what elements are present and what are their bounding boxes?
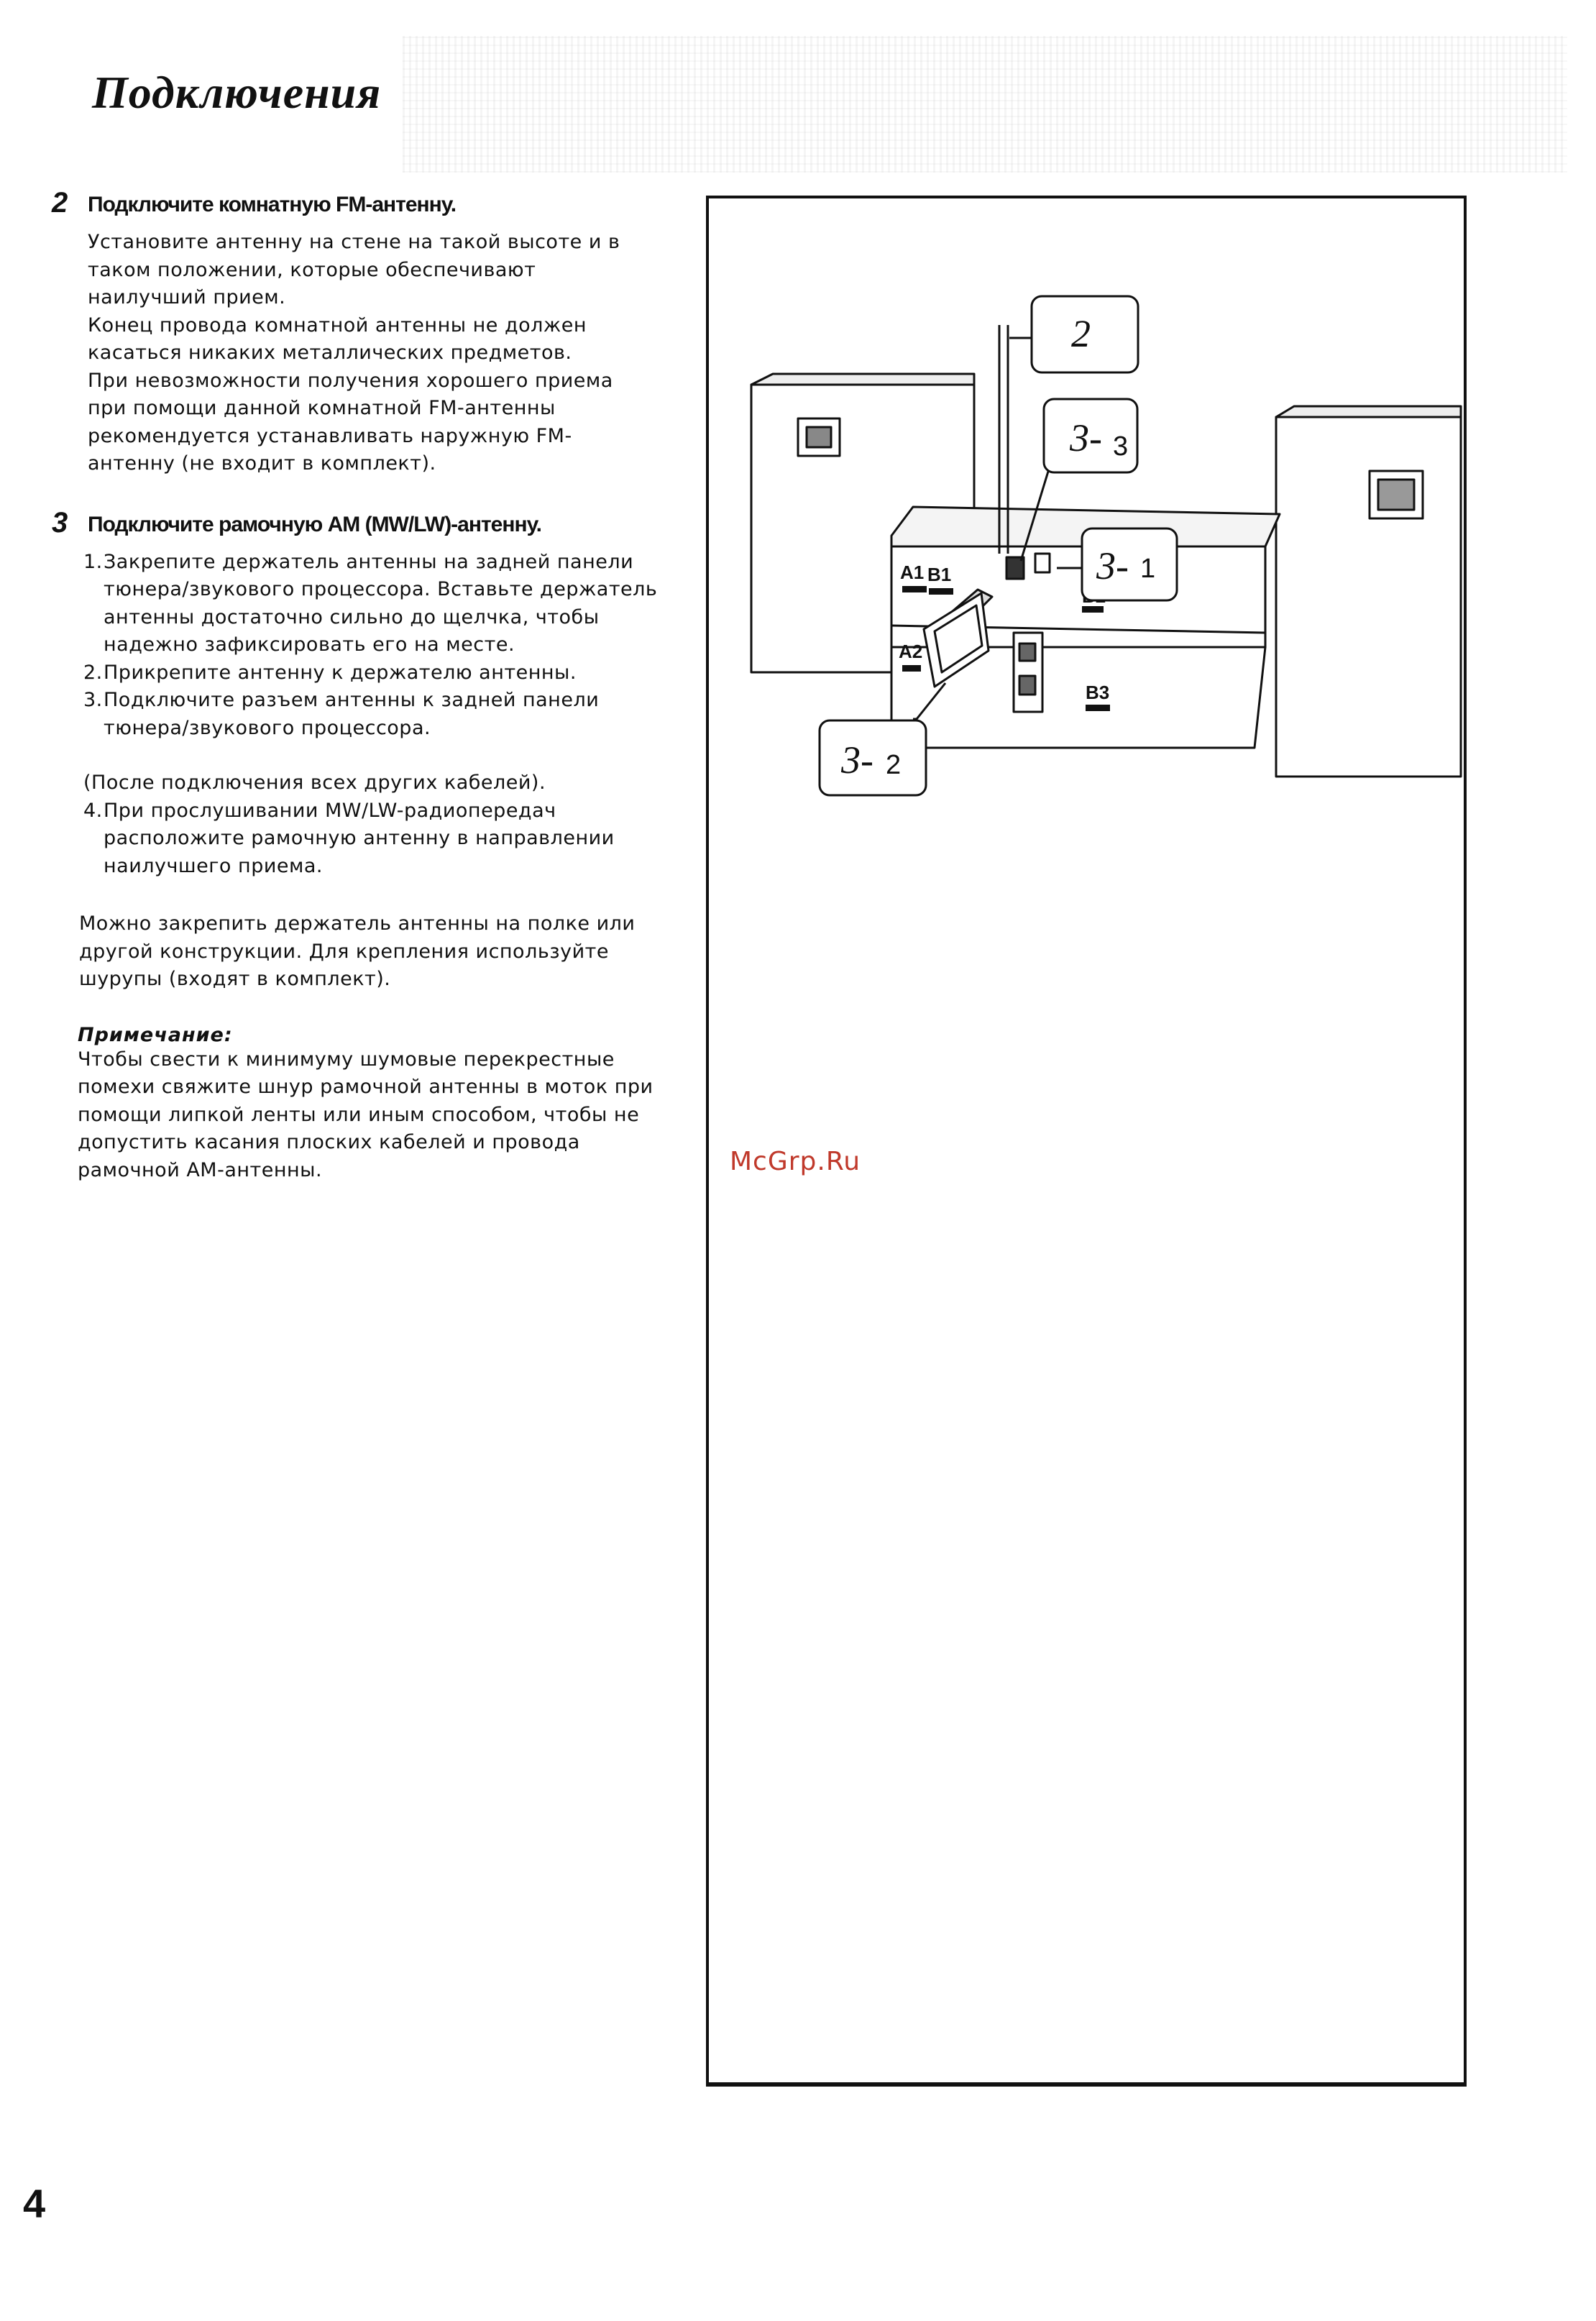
port-marker-a2 bbox=[902, 665, 921, 672]
step-3-title: Подключите рамочную AM (MW/LW)-антенну. bbox=[88, 512, 541, 536]
list-item-text: Закрепите держатель антенны на задней панели тюнера/звукового процессора. Вставьте держатель антенны достаточно сильно до щелчка, чтобы надежно зафиксировать его на месте. bbox=[104, 550, 658, 656]
list-item-text: Прикрепите антенну к держателю антенны. bbox=[104, 661, 577, 684]
list-item-text: Подключите разъем антенны к задней панели тюнера/звукового процессора. bbox=[104, 689, 600, 739]
list-item-text: При прослушивании MW/LW-радиопередач расположите рамочную антенну в направлении наилучшего приема. bbox=[104, 799, 615, 877]
step-2-line: при помощи данной комнатной FM-антенны bbox=[88, 397, 556, 419]
watermark: McGrp.Ru bbox=[730, 1147, 861, 1176]
port-label-a2: A2 bbox=[899, 641, 923, 662]
right-speaker-top bbox=[1276, 406, 1461, 417]
list-item-number: 2. bbox=[83, 661, 103, 684]
step-2-line: Установите антенну на стене на такой высоте и в bbox=[88, 231, 620, 253]
port-label-b3: B3 bbox=[1086, 682, 1110, 703]
port-marker-b2 bbox=[1082, 606, 1104, 613]
page-title: Подключения bbox=[92, 67, 382, 118]
step-2-line: касаться никаких металлических предметов. bbox=[88, 342, 572, 364]
lower-panel-socket-plate bbox=[1019, 676, 1035, 695]
port-label-a1: A1 bbox=[900, 562, 925, 583]
step-2-line: таком положении, которые обеспечивают bbox=[88, 258, 536, 281]
page-number: 4 bbox=[23, 2181, 46, 2226]
step-2-line: антенну (не входит в комплект). bbox=[88, 452, 436, 475]
callout-3-3-label: 3- bbox=[1070, 416, 1102, 459]
callout-3-2-label: 3- bbox=[841, 738, 873, 782]
list-item-number: 4. bbox=[83, 799, 103, 822]
step-2-line: рекомендуется устанавливать наружную FM- bbox=[88, 424, 572, 447]
list-item-number: 3. bbox=[83, 689, 103, 711]
note-heading: Примечание: bbox=[78, 1023, 233, 1046]
callout-2-label: 2 bbox=[1071, 312, 1091, 355]
port-marker-b3 bbox=[1086, 705, 1110, 711]
left-speaker-top bbox=[751, 374, 974, 385]
after-connection-note: (После подключения всех других кабелей). bbox=[83, 772, 546, 794]
port-marker-b1 bbox=[929, 588, 953, 595]
lower-panel-socket-plate-upper bbox=[1019, 644, 1035, 661]
step-3-number: 3 bbox=[52, 506, 68, 539]
list-item-number: 1. bbox=[83, 550, 103, 573]
right-speaker-terminal-plate bbox=[1378, 480, 1414, 510]
fm-connector bbox=[1035, 554, 1050, 572]
port-marker-a1 bbox=[902, 586, 927, 592]
left-speaker-terminal-plate bbox=[807, 427, 831, 447]
step-2-number: 2 bbox=[52, 187, 68, 219]
note-text: Чтобы свести к минимуму шумовые перекрестные помехи свяжите шнур рамочной антенны в моток при помощи липкой ленты или иным способом, чтобы не допустить касания плоских кабелей и провода рамочной AM-антенны. bbox=[78, 1048, 653, 1181]
step-2-title: Подключите комнатную FM-антенну. bbox=[88, 193, 457, 216]
step-2-line: Конец провода комнатной антенны не должен bbox=[88, 313, 587, 337]
callout-3-1-sub: 1 bbox=[1140, 554, 1156, 584]
callout-3-3-sub: 3 bbox=[1113, 431, 1129, 462]
port-label-b1: B1 bbox=[927, 564, 952, 585]
step-2-line: наилучший прием. bbox=[88, 286, 286, 308]
callout-3-1-label: 3- bbox=[1096, 544, 1129, 587]
step-2-line: При невозможности получения хорошего приема bbox=[88, 369, 613, 392]
callout-3-2-sub: 2 bbox=[886, 750, 902, 780]
mount-paragraph: Можно закрепить держатель антенны на полке или другой конструкции. Для крепления используйте шурупы (входят в комплект). bbox=[79, 912, 636, 990]
